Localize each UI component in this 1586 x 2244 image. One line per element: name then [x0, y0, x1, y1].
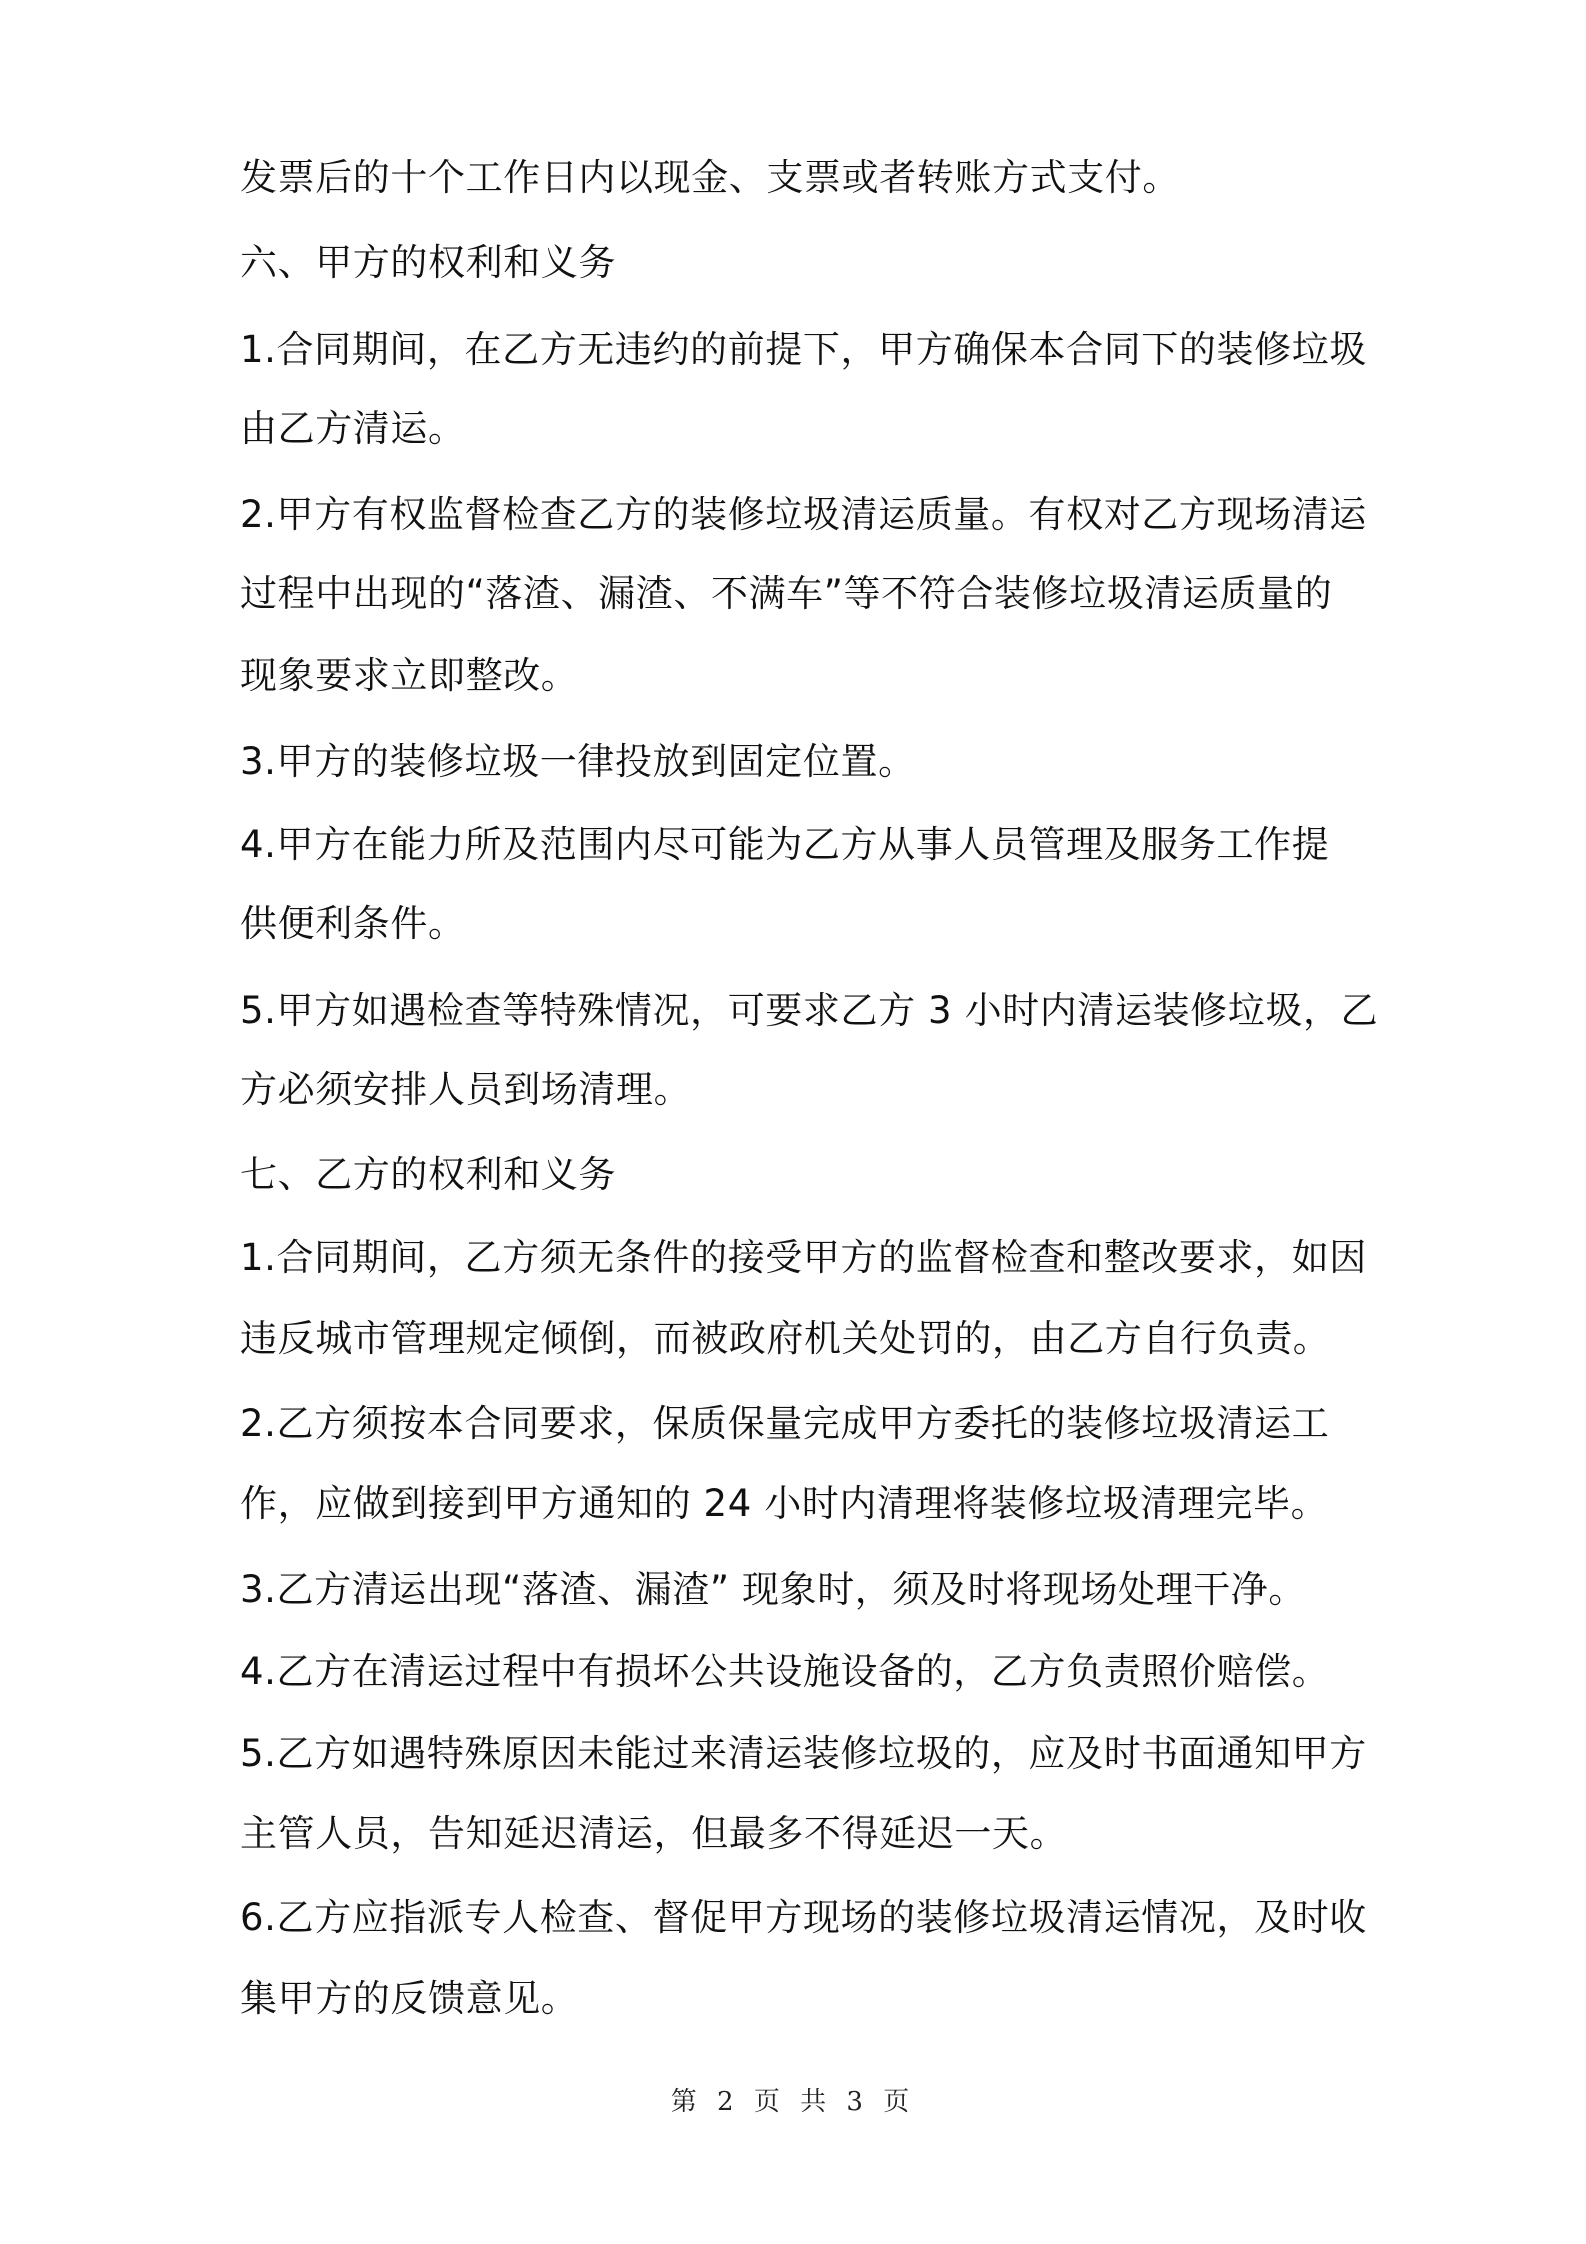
text-line: 4.乙方在清运过程中有损坏公共设施设备的，乙方负责照价赔偿。 — [240, 1650, 1330, 1693]
text-line: 集甲方的反馈意见。 — [240, 1977, 579, 2020]
text-line: 5.乙方如遇特殊原因未能过来清运装修垃圾的，应及时书面通知甲方 — [240, 1732, 1367, 1775]
text-line: 发票后的十个工作日内以现金、支票或者转账方式支付。 — [240, 156, 1180, 199]
text-line: 主管人员，告知延迟清运，但最多不得延迟一天。 — [240, 1812, 1068, 1855]
text-line: 现象要求立即整改。 — [240, 654, 579, 697]
text-line: 供便利条件。 — [240, 902, 466, 945]
text-line: 方必须安排人员到场清理。 — [240, 1068, 692, 1111]
text-line: 过程中出现的“落渣、漏渣、不满车”等不符合装修垃圾清运质量的 — [240, 572, 1333, 615]
text-line: 6.乙方应指派专人检查、督促甲方现场的装修垃圾清运情况，及时收 — [240, 1896, 1367, 1939]
page-number-footer: 第 2 页 共 3 页 — [670, 2087, 916, 2117]
text-line: 由乙方清运。 — [240, 407, 466, 450]
text-line: 违反城市管理规定倾倒，而被政府机关处罚的，由乙方自行负责。 — [240, 1317, 1331, 1360]
text-line: 1.合同期间，乙方须无条件的接受甲方的监督检查和整改要求，如因 — [240, 1236, 1367, 1279]
text-line: 作，应做到接到甲方通知的 24 小时内清理将装修垃圾清理完毕。 — [240, 1482, 1329, 1525]
text-line: 3.甲方的装修垃圾一律投放到固定位置。 — [240, 740, 916, 783]
text-line: 2.乙方须按本合同要求，保质保量完成甲方委托的装修垃圾清运工 — [240, 1402, 1330, 1445]
text-line: 2.甲方有权监督检查乙方的装修垃圾清运质量。有权对乙方现场清运 — [240, 493, 1367, 536]
section-heading: 七、乙方的权利和义务 — [240, 1153, 616, 1196]
text-line: 1.合同期间，在乙方无违约的前提下，甲方确保本合同下的装修垃圾 — [240, 328, 1367, 371]
text-line: 3.乙方清运出现“落渣、漏渣” 现象时，须及时将现场处理干净。 — [240, 1568, 1306, 1611]
text-line: 4.甲方在能力所及范围内尽可能为乙方从事人员管理及服务工作提 — [240, 823, 1330, 866]
text-line: 5.甲方如遇检查等特殊情况，可要求乙方 3 小时内清运装修垃圾，乙 — [240, 989, 1379, 1032]
section-heading: 六、甲方的权利和义务 — [240, 241, 616, 284]
